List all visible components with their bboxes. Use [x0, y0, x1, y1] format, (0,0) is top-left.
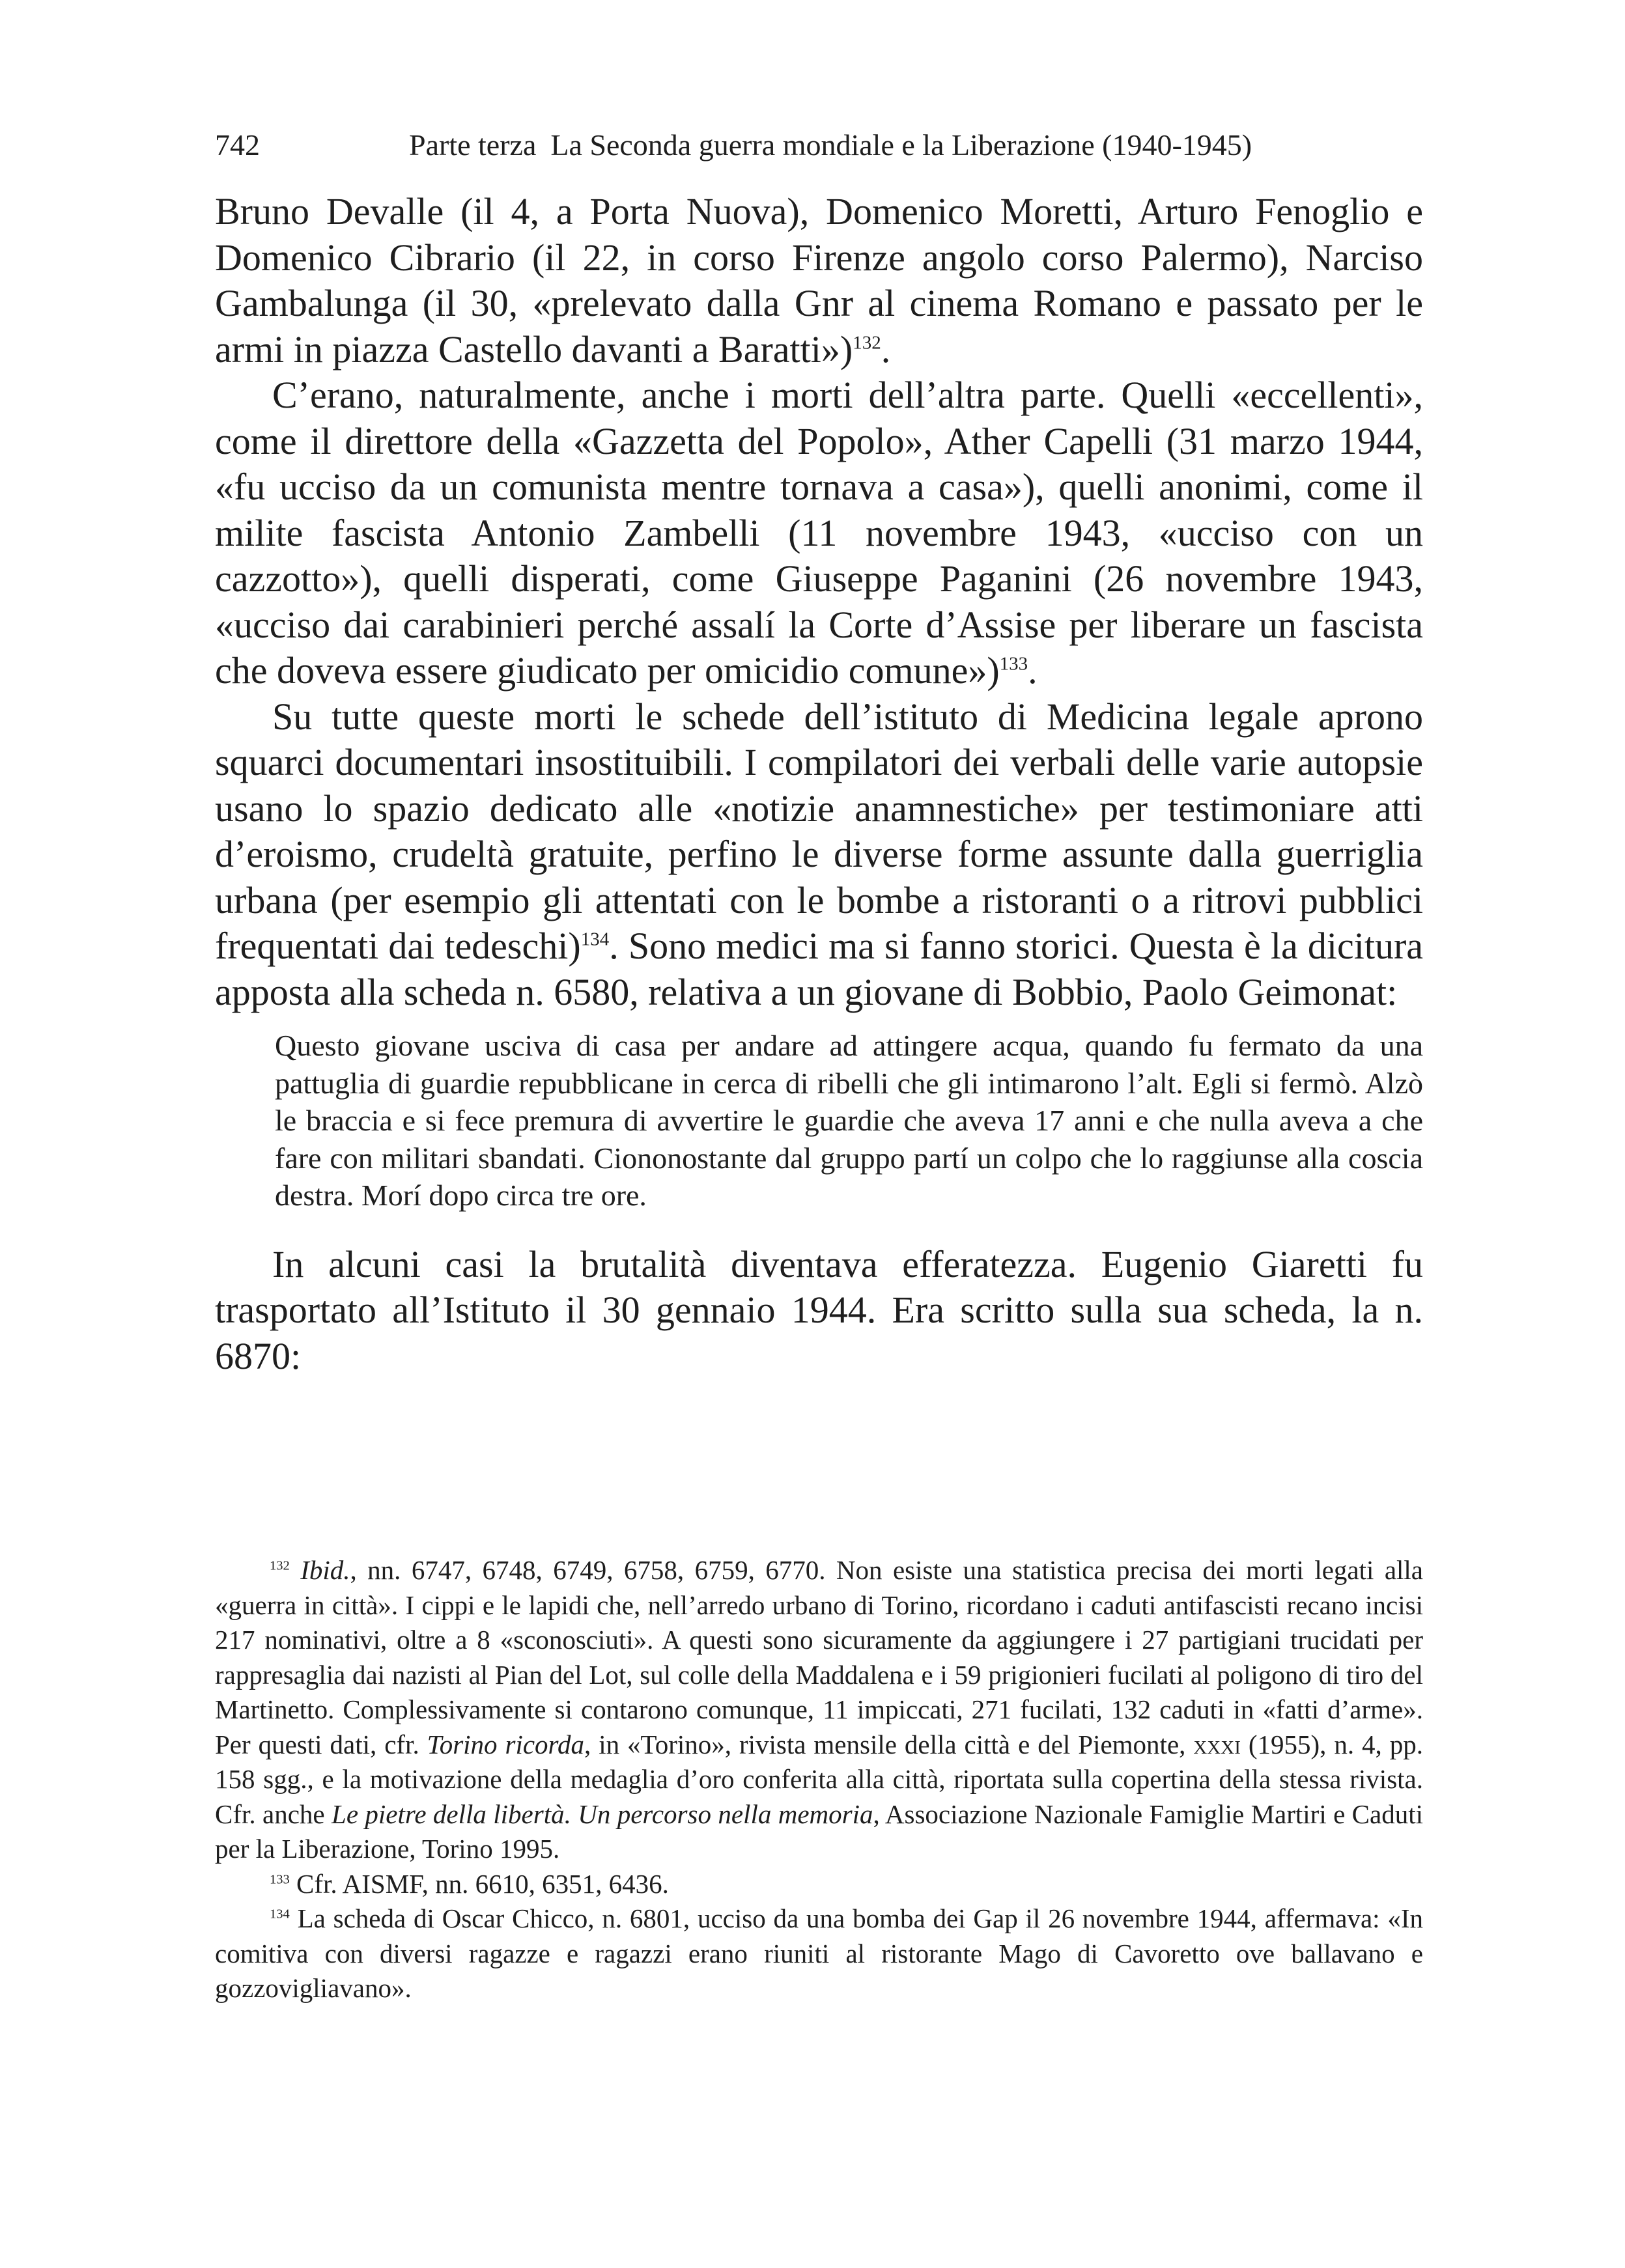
footnote-title: Torino ricorda [427, 1729, 584, 1759]
footnote-text: , Associazione Nazionale Famiglie Martiri e Caduti per la Liberazione, Torino 1995. [215, 1799, 1424, 1864]
paragraph-2-text: C’erano, naturalmente, anche i morti dell’altra parte. Quelli «eccellenti», come il direttore della «Gazzetta del Popolo», Ather Capelli (31 marzo 1944, «fu ucciso da un comunista mentre tornava a casa»), quelli anonimi, come il milite fascista Antonio Zambelli (11 novembre 1943, «ucciso con un cazzotto»), quelli disperati, come Giuseppe Paganini (26 novembre 1943, «ucciso dai carabinieri perché assalí la Corte d’Assise per liberare un fascista che doveva essere giudicato per omicidio comune») [215, 374, 1423, 692]
footnote-number: 132 [270, 1558, 290, 1573]
note-ref-134: 134 [580, 929, 610, 950]
footnote-text: , in «Torino», rivista mensile della città e del Piemonte, [584, 1729, 1194, 1759]
footnote-text: , nn. 6747, 6748, 6749, 6758, 6759, 6770. Non esiste una statistica precisa dei morti legati alla «guerra in città». I cippi e le lapidi che, nell’arredo urbano di Torino, ricordano i caduti antifascisti recano incisi 217 nominativi, oltre a 8 «sconosciuti». A questi sono sicuramente da aggiungere i 27 partigiani trucidati per rappresaglia dai nazisti al Pian del Lot, sul colle della Maddalena e i 59 prigionieri fucilati al poligono di tiro del Martinetto. Complessivamente si contarono comunque, 11 impiccati, 271 fucilati, 132 caduti in «fatti d’arme». Per questi dati, cfr. [215, 1555, 1423, 1759]
footnote-132 [215, 1553, 1423, 1867]
part-label: Parte terza [409, 128, 537, 161]
footnote-text: Cfr. AISMF, nn. 6610, 6351, 6436. [296, 1868, 669, 1899]
paragraph-2 [215, 372, 1423, 694]
footnote-133 [215, 1867, 1423, 1902]
paragraph-3-tail: . Sono medici ma si fanno storici. Questa è la dicitura apposta alla scheda n. 6580, relativa a un giovane di Bobbio, Paolo Geimonat: [215, 925, 1424, 1013]
footnote-ibid: Ibid. [300, 1555, 350, 1585]
paragraph-3-text: Su tutte queste morti le schede dell’istituto di Medicina legale aprono squarci documentari insostituibili. I compilatori dei verbali delle varie autopsie usano lo spazio dedicato alle «notizie anamnestiche» per testimoniare atti d’eroismo, crudeltà gratuite, perfino le diverse forme assunte dalla guerriglia urbana (per esempio gli attentati con le bombe a ristoranti o a ritrovi pubblici frequentati dai tedeschi) [215, 695, 1423, 967]
footnote-volume: xxxi [1193, 1729, 1241, 1759]
paragraph-3 [215, 694, 1423, 1016]
main-text [215, 189, 1423, 1379]
footnote-text: La scheda di Oscar Chicco, n. 6801, ucciso da una bomba dei Gap il 26 novembre 1944, affermava: «In comitiva con diversi ragazze e ragazzi erano riuniti al ristorante Mago di Cavoretto ove ballavano e gozzovigliavano». [215, 1903, 1424, 2003]
footnote-number: 134 [270, 1907, 290, 1922]
note-ref-133: 133 [999, 653, 1028, 675]
chapter-title: La Seconda guerra mondiale e la Liberazione (1940-1945) [550, 128, 1252, 161]
paragraph-4: In alcuni casi la brutalità diventava efferatezza. Eugenio Giaretti fu trasportato all’Istituto il 30 gennaio 1944. Era scritto sulla sua scheda, la n. 6870: [215, 1242, 1423, 1377]
footnote-text: (1955), n. 4, pp. 158 sgg., e la motivazione della medaglia d’oro conferita alla città, riportata sulla copertina della stessa rivista. Cfr. anche [215, 1729, 1424, 1829]
paragraph-1 [215, 189, 1423, 372]
block-quote: Questo giovane usciva di casa per andare ad attingere acqua, quando fu fermato da una pattuglia di guardie repubblicane in cerca di ribelli che gli intimarono l’alt. Egli si fermò. Alzò le braccia e si fece premura di avvertire le guardie che aveva 17 anni e che nulla aveva a che fare con militari sbandati. Ciononostante dal gruppo partí un colpo che lo raggiunse alla coscia destra. Morí dopo circa tre ore. [275, 1029, 1423, 1212]
footnote-title: Le pietre della libertà. Un percorso nella memoria [332, 1799, 873, 1829]
paragraph-1-text: Bruno Devalle (il 4, a Porta Nuova), Domenico Moretti, Arturo Fenoglio e Domenico Cibrario (il 22, in corso Firenze angolo corso Palermo), Narciso Gambalunga (il 30, «prelevato dalla Gnr al cinema Romano e passato per le armi in piazza Castello davanti a Baratti») [215, 190, 1423, 371]
footnote-number: 133 [270, 1871, 290, 1886]
page-number: 742 [215, 128, 260, 161]
note-ref-132: 132 [853, 332, 881, 354]
footnote-134 [215, 1901, 1423, 2006]
paragraph-1-tail: . [881, 328, 891, 371]
running-header [215, 122, 1420, 168]
running-head [409, 122, 1252, 168]
footnotes [215, 1553, 1423, 2006]
paragraph-2-tail: . [1028, 649, 1038, 692]
